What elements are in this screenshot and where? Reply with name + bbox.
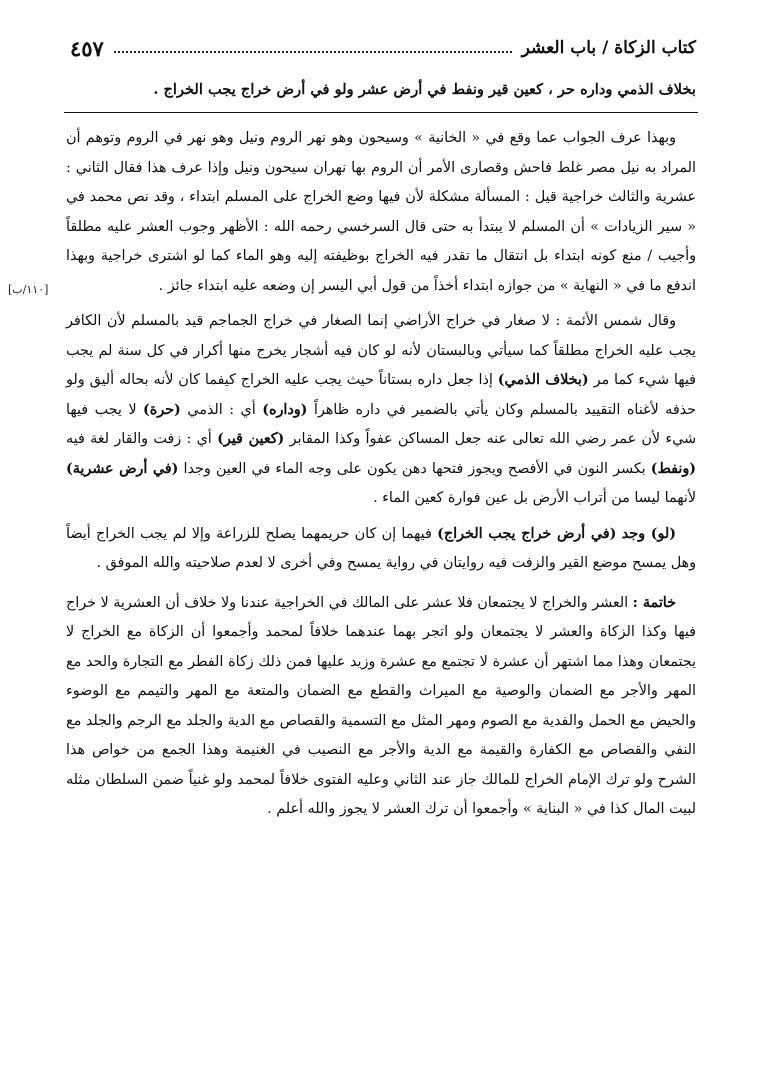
p2-quote-ushr: (في أرض عشرية) bbox=[66, 460, 179, 477]
khatima-heading: خاتمة : bbox=[632, 594, 676, 611]
matn-text: بخلاف الذمي وداره حر ، كعين قير ونفط في أرض عشر ولو في أرض خراج يجب الخراج . bbox=[153, 81, 696, 98]
p2-part-g: لا يجب فيها شيء لأن عمر رضي الله تعالى عنه جعل المساكن عفواً وكذا المقابر bbox=[66, 401, 696, 447]
matn-divider bbox=[64, 112, 698, 113]
p2-part-k: بكسر النون في الأفصح ويجوز فتحها دهن يكون على وجه الماء في العين وجدا bbox=[183, 460, 646, 477]
khatima-text: العشر والخراج لا يجتمعان فلا عشر على المالك في الخراجية عندنا ولا خلاف أن العشرية لا خراج فيها وكذا الزكاة والعشر لا يجتمعان ولو اتجر بهما عندهما خلافاً لمحمد وأجمعوا أن الزكاة مع الخراج لا يجتمعان وهذا مما اشتهر أن عشرة لا تجتمع مع عشرة وزيد عليها فمن ذلك زكاة الفطر مع التجارة والحد مع المهر والأجر مع الضمان والوصية مع الميراث والقطع مع الضمان والمتعة مع المهر والتيمم مع الوضوء والحيض مع الحمل والفدية مع الصوم ومهر المثل مع التسمية والقصاص مع الدية والجلد مع الرجم والجلد مع النفي والقصاص مع الكفارة والقيمة مع الدية والأجر مع النصيب في الغنيمة وهذا الجمع من خواص هذا الشرح ولو ترك الإمام الخراج للمالك جاز عند الثاني وعليه الفتوى خلافاً لمحمد ولو غنياً ضمن السلطان مثله لبيت المال كذا في « البناية » وأجمعوا أن ترك العشر لا يجوز والله أعلم . bbox=[66, 594, 696, 817]
p2-part-m: لأنهما ليسا من أتراب الأرض بل عين فوارة كعين الماء . bbox=[373, 490, 696, 506]
p2-quote-dar: (وداره) bbox=[262, 401, 308, 418]
p2-part-c: إذا جعل داره بستاناً حيث يجب عليه الخراج كيفما كان لأنه بحاله أليق ولو حذفه لأغناه التقييد بالمسلم وكان يأتي بالضمير في داره ظاهراً bbox=[66, 372, 697, 418]
manuscript-folio-note: [١١٠/ب] bbox=[8, 283, 49, 296]
paragraph-1-text: وبهذا عرف الجواب عما وقع في « الخانية » وسيحون وهو نهر الروم ونيل وهو نهر في الروم وتوهم أن المراد به نيل مصر غلط فاحش وقصارى الأمر أن الروم بها نهران سيحون ونيل وإذا عرف هذا فقال الثاني : عشرية والثالث خراجية قيل : المسألة مشكلة لأن فيها وضع الخراج على المسلم ابتداء ، وقد نص محمد في « سير الزيادات » أن المسلم لا يبتدأ به حتى قال السرخسي رحمه الله : الأظهر وجوب العشر عليه مطلقاً وأجيب / منع كونه ابتداء بل انتقال ما تقدر فيه الخراج بوظيفته إليه وهو الماء كما لو اشترى خراجية وبهذا اندفع ما في « النهاية » من جوازه ابتداء أخذاً من قول أبي اليسر إن وضعه عليه ابتداء جائز . bbox=[66, 130, 696, 294]
paragraph-3 bbox=[66, 520, 696, 579]
header-dotted-rule bbox=[114, 51, 512, 53]
p2-quote-hurra: (حرة) bbox=[143, 401, 181, 418]
p2-part-a: وقال شمس الأئمة : لا صغار في خراج الأراضي إنما الصغار في خراج الجماجم قيد بالمسلم لأن الكافر يجب عليه الخراج مطلقاً كما سيأتي وبالبستان لأنه لو كان فيه أشجار يخرج منها أكرار في كل سنة لم يجب فيها شيء كما مر bbox=[66, 313, 697, 388]
p3-part-c: فيهما إن كان حريمهما يصلح للزراعة وإلا لم يجب الخراج أيضاً وهل يمسح موضع القير والزفت فيه روايتان في رواية يمسح وفي أخرى لا لعدم صلاحيته والله الموفق . bbox=[66, 525, 696, 571]
paragraph-1 bbox=[66, 124, 696, 301]
paragraph-khatima bbox=[66, 589, 696, 825]
running-title: كتاب الزكاة / باب العشر bbox=[521, 38, 696, 58]
p2-quote-qir: (كعين قير) bbox=[217, 431, 285, 447]
p2-quote-naft: (ونفط) bbox=[650, 460, 696, 477]
paragraph-2 bbox=[66, 307, 696, 514]
page-number: ٤٥٧ bbox=[70, 35, 104, 61]
p3-quote-kharaj: (في أرض خراج يجب الخراج) bbox=[437, 525, 617, 542]
commentary-body bbox=[66, 124, 696, 1070]
p2-part-e: أي : الذمي bbox=[187, 401, 256, 418]
page-header bbox=[70, 30, 696, 66]
p2-part-i: أي : زفت والقار لغة فيه bbox=[66, 431, 212, 447]
p2-quote-dhimmi: (بخلاف الذمي) bbox=[497, 372, 589, 388]
p3-quote-law: (لو) وجد bbox=[621, 525, 677, 542]
